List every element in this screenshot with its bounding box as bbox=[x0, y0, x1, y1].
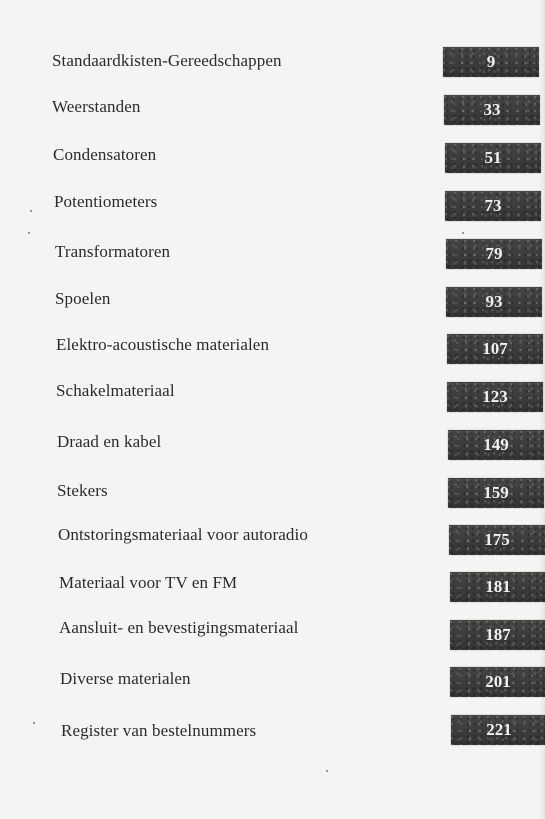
toc-entry-label: Weerstanden bbox=[52, 97, 141, 116]
toc-page-tab[interactable]: 9 bbox=[443, 47, 539, 77]
toc-page-tab[interactable]: 33 bbox=[444, 95, 540, 125]
toc-page-tab[interactable]: 79 bbox=[446, 239, 542, 269]
toc-page-tab[interactable]: 175 bbox=[449, 525, 545, 555]
toc-page-tab[interactable]: 187 bbox=[450, 620, 545, 650]
toc-page-tab[interactable]: 107 bbox=[447, 334, 543, 364]
toc-page-tab[interactable]: 149 bbox=[448, 430, 544, 460]
toc-entry-label: Materiaal voor TV en FM bbox=[59, 573, 238, 592]
toc-entry-label: Spoelen bbox=[55, 289, 111, 308]
scan-speck bbox=[326, 770, 328, 772]
toc-page-tab[interactable]: 181 bbox=[450, 572, 545, 602]
toc-page-tab[interactable]: 51 bbox=[445, 143, 541, 173]
toc-page-tab[interactable]: 73 bbox=[445, 191, 541, 221]
toc-entry-label: Condensatoren bbox=[53, 145, 157, 164]
toc-page-tab[interactable]: 221 bbox=[451, 715, 545, 745]
toc-page-tab[interactable]: 93 bbox=[446, 287, 542, 317]
toc-entry-label: Draad en kabel bbox=[57, 432, 162, 451]
toc-entry-label: Standaardkisten-Gereedschappen bbox=[52, 51, 282, 70]
scan-speck bbox=[30, 210, 32, 212]
toc-entry-label: Transformatoren bbox=[55, 242, 171, 261]
toc-entry-label: Schakelmateriaal bbox=[56, 381, 175, 400]
toc-entry-label: Aansluit- en bevestigingsmateriaal bbox=[59, 618, 299, 637]
toc-page-tab[interactable]: 201 bbox=[450, 667, 545, 697]
toc-entry-label: Potentiometers bbox=[54, 192, 158, 211]
toc-page-tab[interactable]: 123 bbox=[447, 382, 543, 412]
toc-entry-label: Stekers bbox=[57, 481, 108, 500]
scan-speck bbox=[33, 722, 35, 724]
scan-speck bbox=[462, 232, 464, 234]
scan-speck bbox=[28, 232, 30, 234]
toc-entry-label: Diverse materialen bbox=[60, 669, 191, 688]
toc-entry-label: Ontstoringsmateriaal voor autoradio bbox=[58, 525, 308, 544]
toc-entry-label: Elektro-acoustische materialen bbox=[56, 335, 270, 354]
toc-page-tab[interactable]: 159 bbox=[448, 478, 544, 508]
toc-entry-label: Register van bestelnummers bbox=[61, 721, 257, 740]
